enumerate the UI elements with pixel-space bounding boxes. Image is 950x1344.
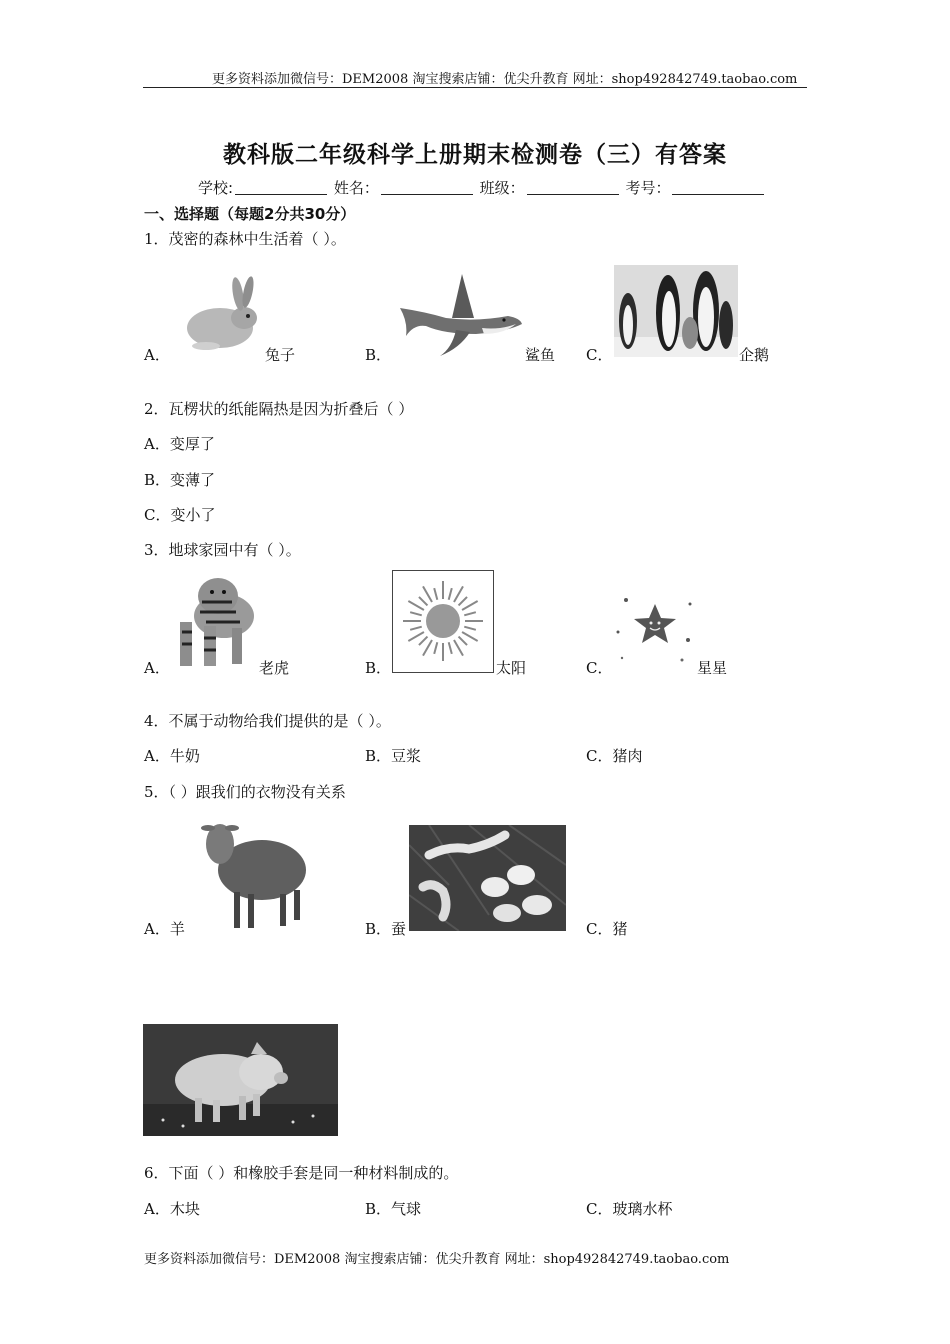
student-info-line [198,177,766,198]
page-header: 更多资料添加微信号：DEM2008 淘宝搜索店铺：优尖升教育 网址：shop492842749.taobao.com [212,72,798,87]
q4-option-c: C．猪肉 [586,747,643,765]
q2-option-a: A．变厚了 [144,435,215,453]
q5-option-c: C．猪 [586,920,628,938]
sun-image [392,570,494,673]
penguins-image [614,265,738,357]
q3-option-c-label: 星星 [697,659,728,677]
school-label: 学校: [198,179,234,197]
page-title: 教科版二年级科学上册期末检测卷（三）有答案 [223,142,727,168]
q1-option-b-letter: B． [365,346,392,364]
question-3-stem: 3．地球家园中有（ ）。 [144,541,301,559]
question-5-stem: 5．（ ）跟我们的衣物没有关系 [144,783,346,801]
q4-option-b: B．豆浆 [365,747,422,765]
q2-option-c: C．变小了 [144,506,216,524]
sheep-image [196,814,310,932]
name-label: 姓名： [333,179,379,197]
question-1-stem: 1．茂密的森林中生活着（ ）。 [144,230,346,248]
q1-option-c-letter: C． [586,346,613,364]
header-rule [143,87,807,88]
q2-option-b: B．变薄了 [144,471,216,489]
question-2-stem: 2．瓦楞状的纸能隔热是因为折叠后（ ） [144,400,414,418]
pig-image [143,1024,338,1136]
q3-option-a-label: 老虎 [259,659,290,677]
question-4-stem: 4．不属于动物给我们提供的是（ ）。 [144,712,391,730]
q5-option-b: B．蚕 [365,920,407,938]
q3-option-a-letter: A． [144,659,170,677]
q1-option-a-label: 兔子 [265,346,296,364]
section-heading: 一、选择题（每题2分共30分） [144,205,356,223]
name-blank[interactable] [381,194,473,195]
q6-option-b: B．气球 [365,1200,422,1218]
number-label: 考号： [625,179,671,197]
q1-option-a-letter: A． [144,346,170,364]
star-image [610,590,696,672]
silkworm-image [409,825,566,931]
q3-option-c-letter: C． [586,659,613,677]
q4-option-a: A．牛奶 [144,747,200,765]
q3-option-b-label: 太阳 [496,659,527,677]
question-6-stem: 6．下面（ ）和橡胶手套是同一种材料制成的。 [144,1164,459,1182]
rabbit-image [176,272,258,354]
q1-option-c-label: 企鹅 [739,346,770,364]
school-blank[interactable] [235,194,327,195]
number-blank[interactable] [672,194,764,195]
q1-option-b-label: 鲨鱼 [525,346,556,364]
q5-option-a: A．羊 [144,920,185,938]
q3-option-b-letter: B． [365,659,392,677]
page-footer: 更多资料添加微信号：DEM2008 淘宝搜索店铺：优尖升教育 网址：shop492842749.taobao.com [144,1252,730,1267]
q6-option-c: C．玻璃水杯 [586,1200,673,1218]
tiger-image [170,572,256,670]
class-label: 班级： [479,179,525,197]
q6-option-a: A．木块 [144,1200,200,1218]
shark-image [396,268,524,358]
class-blank[interactable] [527,194,619,195]
